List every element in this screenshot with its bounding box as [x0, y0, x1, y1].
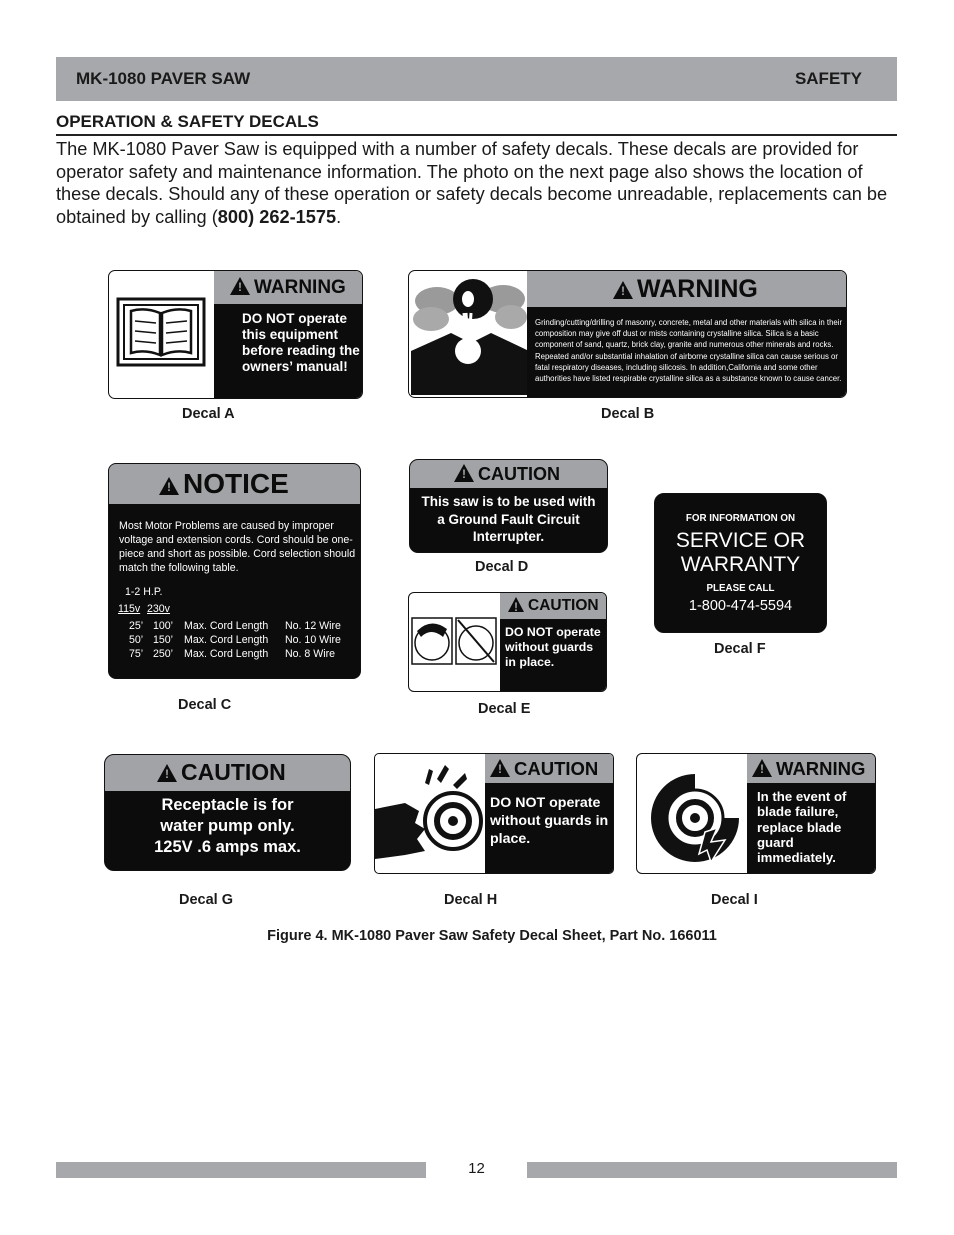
decal-a-caption: Decal A: [182, 406, 235, 422]
page-number: 12: [468, 1160, 485, 1177]
decal-g-header: !CAUTION: [105, 755, 350, 791]
warning-triangle-icon: [508, 597, 524, 612]
decal-c: !NOTICE Most Motor Problems are caused by improper voltage and extension cords. Cord should be one-piece and short as possible. Cord selection should match the following table. 1-2 H.P. 115v 230v 25’ 100’ Max. Cord Length No. 12 Wire 50’ 150’ Max. Cord Length No. 10 Wire 75’ 250’ Max. Cord Length No. 8 Wire: [108, 463, 361, 679]
figure-caption: Figure 4. MK-1080 Paver Saw Safety Decal Sheet, Part No. 166011: [267, 928, 717, 944]
book-icon: [115, 281, 207, 377]
section-title: OPERATION & SAFETY DECALS: [56, 112, 897, 136]
decal-b: [408, 270, 847, 398]
header-section: SAFETY: [794, 69, 862, 88]
warning-triangle-icon: [613, 281, 633, 299]
footer-bar-left: [56, 1162, 426, 1178]
hand-blade-icon: [375, 759, 485, 871]
decal-f-caption: Decal F: [714, 641, 766, 657]
header-title: MK-1080 PAVER SAW: [76, 69, 251, 88]
table-row: 75’ 250’ Max. Cord Length No. 8 Wire: [129, 648, 336, 660]
intro-paragraph: The MK-1080 Paver Saw is equipped with a number of safety decals. These decals are provided for operator safety and maintenance information. The photo on the next page also shows the location of these decals. Should any of these operation or safety decals become unreadable, replacements can be obtained by calling (800) 262-1575.: [56, 139, 888, 227]
warning-triangle-icon: [490, 759, 510, 777]
decal-a-header: !WARNING: [214, 271, 362, 304]
decal-a: [108, 270, 363, 399]
footer-bar-right: [527, 1162, 897, 1178]
warning-triangle-icon: [454, 464, 474, 482]
decal-c-caption: Decal C: [178, 697, 232, 713]
decal-e: [408, 592, 607, 692]
warning-triangle-icon: [230, 277, 250, 295]
decal-c-header: !NOTICE: [109, 464, 360, 504]
decal-f: FOR INFORMATION ON SERVICE OR WARRANTY PLEASE CALL 1-800-474-5594: [654, 493, 827, 633]
decal-h-body: DO NOT operate without guards in place.: [485, 783, 613, 873]
decal-i-header: !WARNING: [747, 754, 875, 783]
table-row: 50’ 150’ Max. Cord Length No. 10 Wire: [129, 634, 341, 646]
table-row: 25’ 100’ Max. Cord Length No. 12 Wire: [129, 620, 341, 632]
decal-e-caption: Decal E: [478, 701, 531, 717]
decal-e-body: DO NOT operate without guards in place.: [500, 619, 606, 691]
warning-triangle-icon: [752, 759, 772, 777]
warning-triangle-icon: [159, 477, 179, 495]
decal-g: [104, 754, 351, 871]
decal-h-caption: Decal H: [444, 892, 498, 908]
decal-i-caption: Decal I: [711, 892, 758, 908]
decal-d: !CAUTION This saw is to be used with a Ground Fault Circuit Interrupter.: [409, 459, 608, 553]
decal-b-body: Grinding/cutting/drilling of masonry, concrete, metal and other materials with silica in their composition may give off dust or mists containing crystalline silica. Silica is a basic component of sand, quartz, brick clay, granite and numerous other minerals and rocks. Repeated and/or substantial inhalation of airborne crystalline silica can cause serious or fatal respiratory diseases, including silicosis. In addition,California and some other authorities have listed respirable crystalline silica as a substance known to cause cancer.: [527, 307, 846, 397]
decal-b-caption: Decal B: [601, 406, 655, 422]
cord-table: [109, 619, 360, 661]
decal-a-body: DO NOT operate this equipment before reading the owners’ manual!: [214, 304, 362, 398]
decal-g-caption: Decal G: [179, 892, 233, 908]
decal-h: [374, 753, 614, 874]
dust-inhalation-icon: [411, 273, 529, 395]
page-header: [56, 57, 897, 101]
service-phone: 1-800-474-5594: [688, 598, 793, 614]
phone-number: 800) 262-1575: [217, 206, 337, 227]
decal-e-header: !CAUTION: [500, 593, 606, 619]
decal-i-body: In the event of blade failure, replace blade guard immediately.: [747, 783, 875, 873]
decal-h-header: !CAUTION: [485, 754, 613, 783]
no-guard-blade-icon: [411, 615, 499, 669]
decal-d-caption: Decal D: [475, 559, 529, 575]
warning-triangle-icon: [157, 764, 177, 782]
broken-blade-icon: [645, 762, 745, 866]
decal-b-header: !WARNING: [527, 271, 846, 307]
decal-i: [636, 753, 876, 874]
decal-g-text: Receptacle is for water pump only. 125V .6 amps max.: [154, 796, 301, 856]
decal-d-header: !CAUTION: [410, 460, 607, 488]
